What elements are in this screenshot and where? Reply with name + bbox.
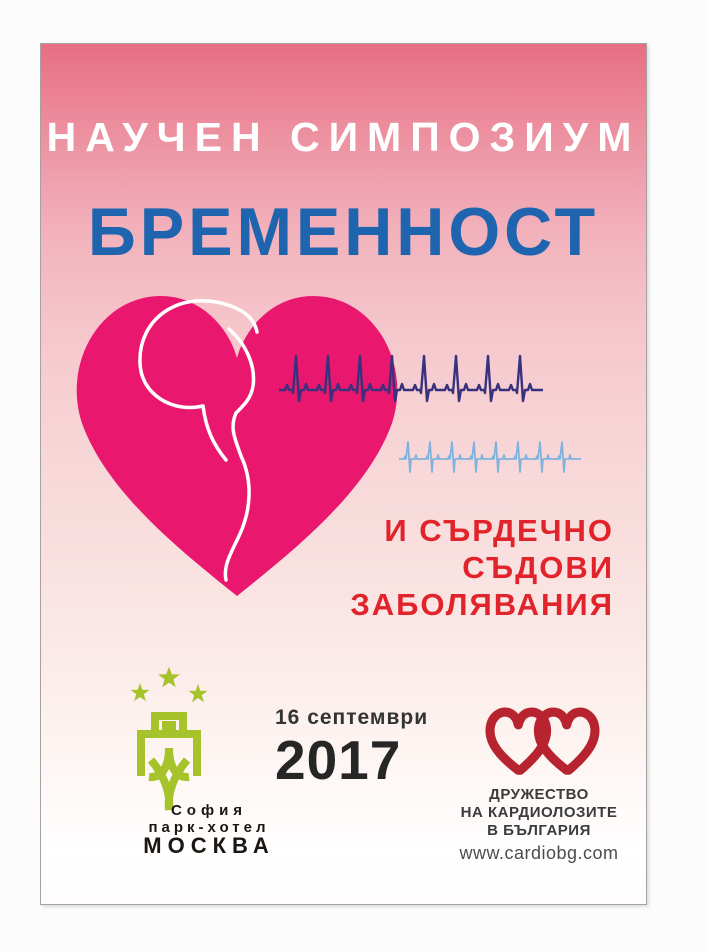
venue-hotel-type: парк-хотел: [148, 819, 270, 836]
park-hotel-moskva-logo-icon: [119, 664, 219, 814]
symposium-poster: [40, 43, 647, 905]
subtitle-line-2: СЪДОВИ: [462, 550, 614, 585]
symposium-label: НАУЧЕН СИМПОЗИУМ: [46, 114, 641, 160]
event-day-month: 16 септември: [275, 706, 429, 729]
event-year: 2017: [275, 729, 402, 791]
subtitle-line-3: ЗАБОЛЯВАНИЯ: [350, 587, 614, 622]
ecg-light-line-icon: [399, 442, 581, 472]
organizer-website: www.cardiobg.com: [459, 843, 619, 863]
venue-hotel-name: МОСКВА: [143, 833, 275, 858]
organizer-line-3: В БЪЛГАРИЯ: [487, 822, 591, 839]
organizer-block: [439, 786, 639, 840]
three-stars-icon: [130, 667, 207, 703]
subtitle-line-1: И СЪРДЕЧНО: [384, 513, 614, 548]
venue-block: [79, 802, 339, 858]
poster-title-pregnancy: БРЕМЕННОСТ: [87, 194, 600, 270]
poster-subtitle: [350, 512, 614, 623]
organizer-line-2: НА КАРДИОЛОЗИТЕ: [460, 804, 618, 821]
cardiology-society-logo-icon: [481, 699, 606, 783]
event-date: [275, 706, 428, 792]
venue-city: София: [170, 802, 248, 819]
hotel-monogram-icon: [141, 716, 197, 810]
organizer-line-1: ДРУЖЕСТВО: [489, 786, 589, 803]
